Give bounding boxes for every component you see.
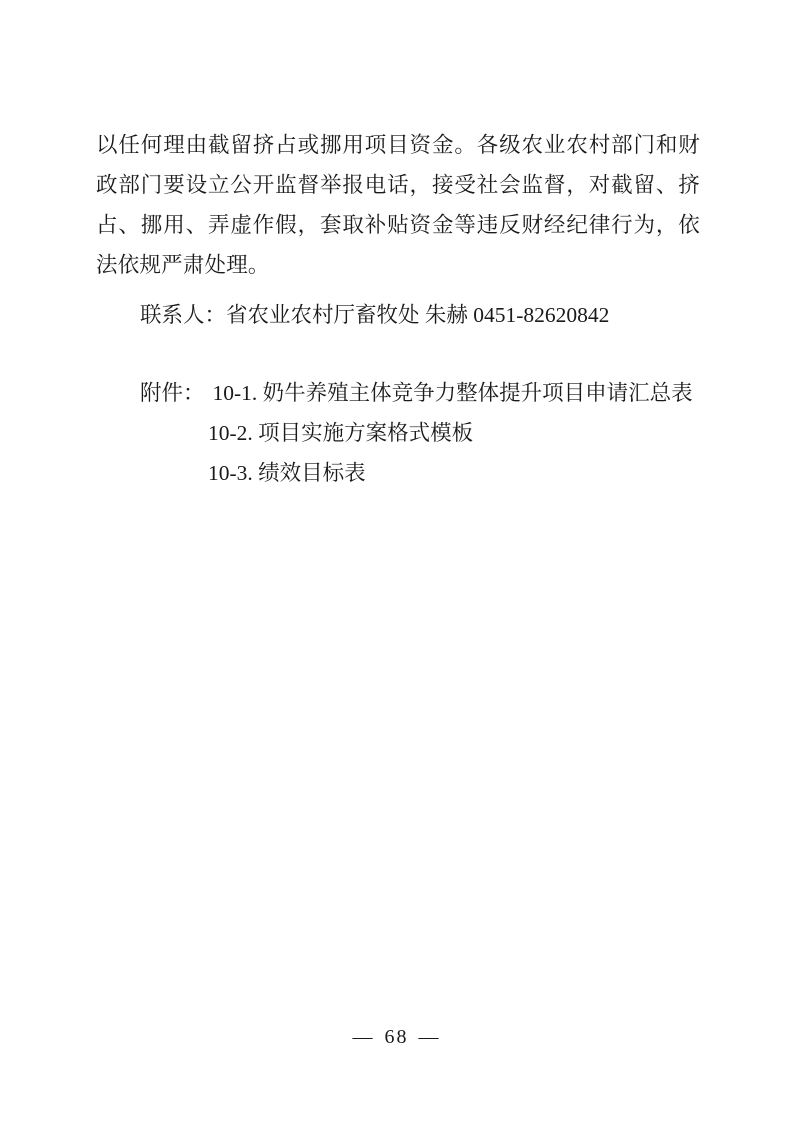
page-number-right-dash: — (418, 1026, 441, 1048)
attachment-list (96, 373, 700, 493)
body-paragraph: 以任何理由截留挤占或挪用项目资金。各级农业农村部门和财政部门要设立公开监督举报电话，接受社会监督，对截留、挤占、挪用、弄虚作假，套取补贴资金等违反财经纪律行为，依法依规严肃处理。 (96, 133, 700, 277)
attachment-item-1: 10-1. 奶牛养殖主体竞争力整体提升项目申请汇总表 (212, 381, 693, 405)
page-number-left-dash: — (352, 1026, 375, 1048)
page-number-value: 68 (384, 1026, 409, 1048)
attachment-label: 附件： (140, 381, 205, 405)
attachment-first-line (96, 373, 700, 413)
contact-line: 联系人：省农业农村厅畜牧处 朱赫 0451-82620842 (140, 303, 610, 327)
attachment-item-3: 10-3. 绩效目标表 (208, 461, 366, 485)
attachment-item-2: 10-2. 项目实施方案格式模板 (208, 421, 474, 445)
page-number (0, 1026, 793, 1049)
document-content (96, 125, 700, 493)
